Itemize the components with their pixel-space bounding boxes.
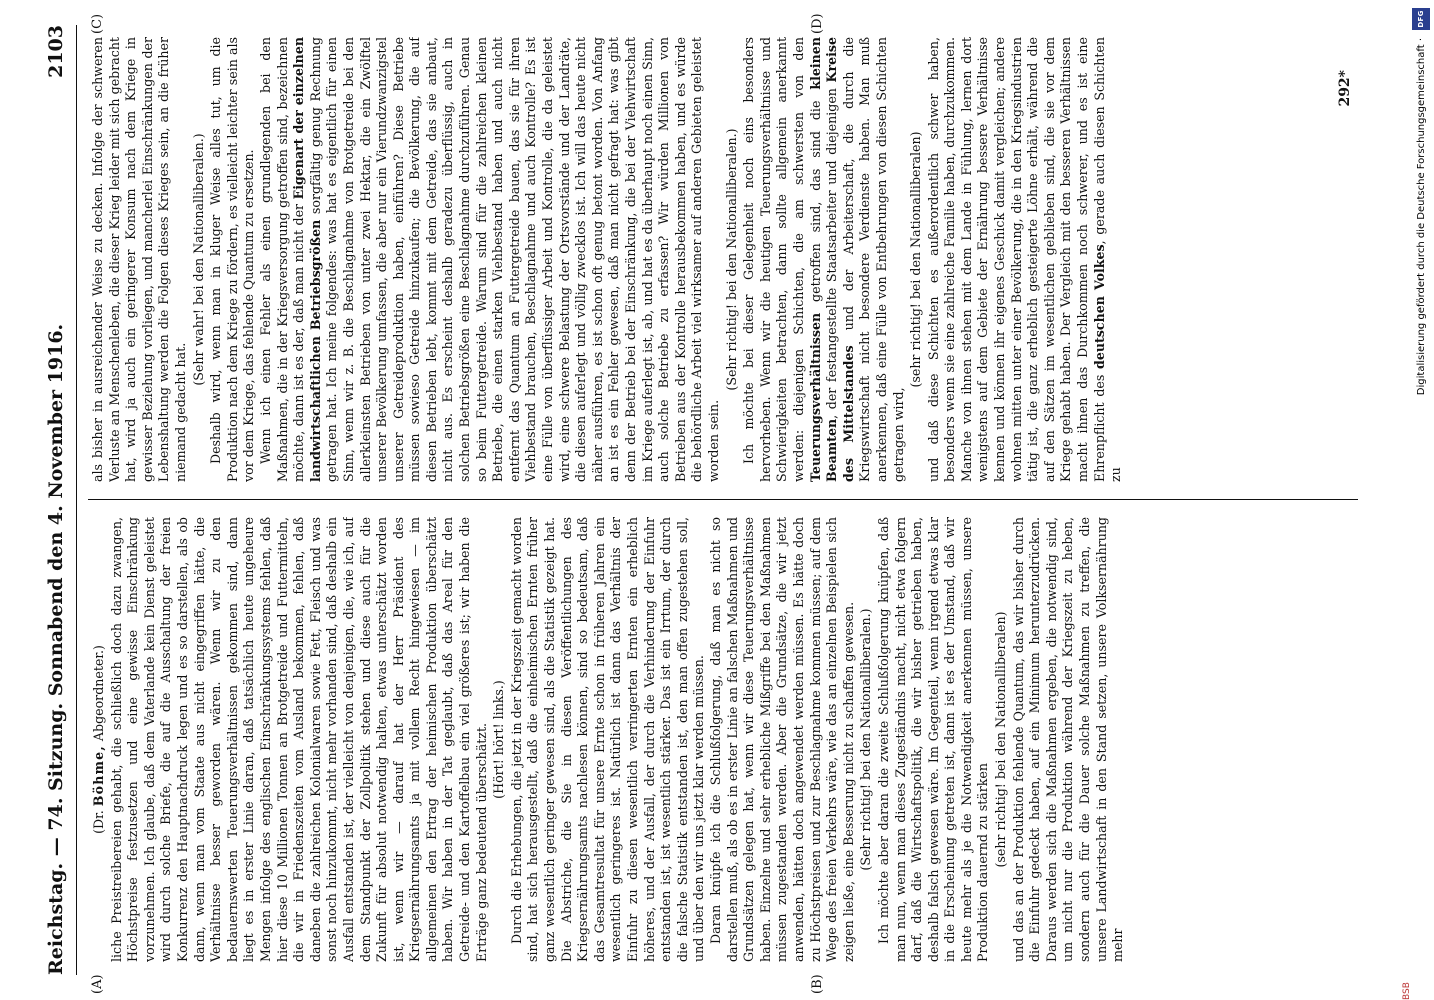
text-run: Ich möchte bei dieser Gelegenheit noch eins besonders hervorheben. Wenn wir die heutigen Teuerungsverhältnisse und Schwierigkeiten betrachten, dann sollte allgemein anerkannt werden: diejenigen Schichten, die am schwersten von den (741, 37, 806, 482)
paragraph: Daran knüpfe ich die Schlußfolgerung, daß man es nicht so darstellen muß, als ob es in erster Linie an falschen Maßnahmen und Grundsätzen gelegen hat, wenn wir diese Teuerungsverhältnisse haben. Einzelne und sehr erhebliche Mißgriffe bei den Maßnahmen müssen zugestanden werden. Aber die Grundsätze, die wir jetzt anwenden, hätten doch angewendet werden müssen. Es hätte doch zu Höchstpreisen und zur Beschlagnahme kommen müssen; auf dem Wege des freien Verkehrs wäre, wie das an einzelnen Beispielen sich zeigen ließe, eine Besserung nicht zu schaffen gewesen. (707, 517, 856, 962)
paragraph (926, 37, 1125, 482)
margin-marker-d: (D) (810, 13, 825, 34)
paragraph: Ich möchte aber daran die zweite Schlußfolgerung knüpfen, daß man nun, wenn man dieses Zugeständnis macht, nicht etwa folgern darf, daß die Wirtschaftspolitik, die wir bisher getrieben haben, deshalb falsch gewesen wäre. Im Gegenteil, wenn irgend etwas klar in die Erscheinung getreten ist, dann ist es der Umstand, daß wir heute mehr als je die Notwendigkeit anerkennen müssen, unsere Produktion dauernd zu stärken (875, 517, 991, 962)
emphasis: deutschen Volkes (1091, 244, 1107, 369)
paragraph: liche Preistreibereien gehabt, die schließlich doch dazu zwangen, Höchstpreise festzusetzen und eine gewisse Einschränkung vorzunehmen. Ich glaube, daß dem Vaterlande kein Dienst geleistet wird durch solche Briefe, die auf die Ausschaltung der freien Konkurrenz den Hauptnachdruck legen und es so darstellen, als ob dann, wenn man vom Staate aus nicht eingegriffen hätte, die Verhältnisse besser geworden wären. Wenn wir zu den bedauernswerten Teuerungsverhältnissen gekommen sind, dann liegt es in erster Linie daran, daß tatsächlich heute ungeheure Mengen infolge des englischen Einschränkungssystems fehlen, daß hier diese 10 Millionen Tonnen an Brotgetreide und Futtermitteln, die wir in Friedenszeiten vom Ausland bekommen, fehlen, daß daneben die zahlreichen Kolonialwaren sowie Fett, Fleisch und was sonst noch hinzukommt, nicht mehr vorhanden sind, daß deshalb ein Ausfall entstanden ist, der vielleicht von denjenigen, die, wie ich, auf dem Standpunkt der Zollpolitik stehen und diese auch für die Zukunft für absolut notwendig halten, etwas unterschätzt worden ist, wenn wir — darauf hat der Herr Präsident des Kriegsernährungsamts ja mit vollem Recht hingewiesen — im allgemeinen den Ertrag der heimischen Produktion überschätzt haben. Wir haben in der Tat geglaubt, daß das Areal für den Getreide- und den Kartoffelbau ein viel größeres ist; wir haben die Erträge ganz bedeutend überschätzt. (108, 517, 489, 962)
header-title: Reichstag. — 74. Sitzung. Sonnabend den 4. November 1916. (45, 323, 67, 975)
library-stamp: BSB (1402, 982, 1412, 1000)
text-run: , gerade auch diesen Schichten zu (1091, 37, 1124, 482)
left-column (90, 517, 1352, 962)
emphasis: Kreise des Mittelstandes (824, 37, 856, 482)
interjection: (Hört! hört! links.) (491, 680, 507, 799)
text-run: Wenn ich einen Fehler als einen grundlegenden bei den Maßnahmen, die in der Kriegsversorgung getroffen sind, bezeichnen möchte, dann ist es der, daß man nicht der (257, 37, 307, 482)
header-rule (76, 25, 77, 975)
page-header (38, 25, 74, 975)
emphasis: kleinen Beamten (807, 37, 840, 482)
newspaper-sheet (30, 0, 1385, 1000)
paragraph: und das an der Produktion fehlende Quantum, das wir bisher durch die Einfuhr gedeckt haben, auf ein Minimum herunterzudrücken. Daraus werden sich die Maßnahmen ergeben, die notwendig sind, um nicht nur die Produktion während der Kriegszeit zu heben, sondern auch für die Dauer solche Maßnahmen zu treffen, die unsere Landwirtschaft in den Stand setzen, unsere Volksernährung mehr (1010, 517, 1126, 962)
interjection: (sehr richtig! bei den Nationalliberalen) (993, 611, 1009, 868)
page-number: 2103 (45, 25, 67, 78)
margin-marker-c: (C) (90, 13, 105, 34)
column-divider (88, 499, 1358, 500)
margin-marker-b: (B) (810, 974, 825, 994)
digitization-footer (1409, 0, 1433, 1000)
paragraph (741, 37, 907, 482)
text-run: und der Arbeiterschaft, die durch die Kriegswirtschaft nicht besondere Verdienste haben. Man muß anerkennen, daß eine Fülle von Entbehrungen von diesen Schichten getragen wird, (840, 37, 906, 482)
margin-marker-a: (A) (90, 974, 105, 994)
paragraph: als bisher in ausreichender Weise zu decken. Infolge der schweren Verluste an Menschenleben, die dieser Krieg leider mit sich gebracht hat, wird ja auch ein geringerer Konsum nach dem Kriege in gewisser Beziehung vorliegen, und mancherlei Einschränkungen der Lebenshaltung werden die Folgen dieses Krieges sein, an die früher niemand gedacht hat. (90, 37, 188, 482)
funding-credit: Digitalisierung gefördert durch die Deutsche Forschungsgemeinschaft · (1415, 38, 1427, 396)
paragraph: Deshalb wird, wenn man in kluger Weise alles tut, um die Produktion nach dem Kriege zu fördern, es vielleicht leichter sein als vor dem Kriege, das fehlende Quantum zu ersetzen. (208, 37, 257, 482)
paragraph: Durch die Erhebungen, die jetzt in der Kriegszeit gemacht worden sind, hat sich herausgestellt, daß die einheimischen Ernten früher ganz wesentlich geringer gewesen sind, als die Statistik gezeigt hat. Die Abstriche, die Sie in diesen Veröffentlichungen des Kriegsernährungsamts nachlesen können, sind so bedeutsam, daß das Gesamtresultat für unsere Ernte schon in früheren Jahren ein wesentlich geringeres ist. Natürlich ist dann das Verhältnis der Einfuhr zu diesen wesentlich verringerten Ernten ein erheblich höheres, und der Ausfall, der durch die Verhinderung der Einfuhr entstanden ist, ist wesentlich stärker. Das ist ein Irrtum, der durch die falsche Statistik entstanden ist, den man offen zugestehen soll, und über den wir uns jetzt klar werden müssen. (508, 517, 707, 962)
dfg-logo: DFG (1412, 8, 1430, 30)
speaker-name: Böhme, (91, 745, 106, 807)
interjection: (sehr richtig! bei den Nationalliberalen) (908, 131, 924, 388)
interjection: (Sehr richtig! bei den Nationalliberalen.) (858, 608, 874, 871)
emphasis: Eigenart der einzelnen landwirtschaftlichen Betriebsgrößen (291, 37, 323, 482)
signature-mark: 292* (1337, 70, 1353, 107)
emphasis: Teuerungsverhältnissen (807, 312, 823, 482)
paragraph (258, 37, 723, 482)
text-run: sorgfältig genug Rechnung getragen hat. Ich meine folgendes: was hat es eigentlich für einen Sinn, wenn wir z. B. die Beschlagnahme von Brotgetreide bei den allerkleinsten Betrieben von unter zwei Hektar, die ein Zwölftel unserer Bevölkerung umfassen, die aber nur ein Vierundzwanzigstel unserer Getreideproduktion haben, einführen? Diese Betriebe müssen sowieso Getreide hinzukaufen; die Bevölkerung, die auf diesen Betrieben lebt, kommt mit dem Getreide, das sie anbaut, nicht aus. Es erscheint deshalb geradezu überflüssig, auch in solchen Betriebsgrößen eine Beschlagnahme durchzuführen. Genau so beim Futtergetreide. Warum sind für die zahlreichen kleinen Betriebe, die einen starken Viehbestand haben und auch nicht entfernt das Quantum an Futtergetreide bauen, das sie für ihren Viehbestand brauchen, Beschlagnahme und auch Kontrolle? Es ist eine Fülle von überflüssiger Arbeit und Kontrolle, die da geleistet wird, eine schwere Belastung der Ortsvorstände und der Landräte, die diesen auferlegt und völlig zwecklos ist. Ich will das heute nicht näher ausführen, es ist schon oft genug betont worden. Von Anfang an ist es ein Fehler gewesen, daß man nicht gefragt hat: was gibt denn der Betrieb bei der Einschränkung, die bei der Viehwirtschaft im Kriege auferlegt ist, ab, und hat es da überhaupt noch einen Sinn, auch solche Betriebe zu erfassen? Wir würden Millionen von Betrieben aus der Kontrolle herausbekommen haben, und es würde die behördliche Arbeit viel wirksamer auf anderen Gebieten geleistet worden sein. (307, 37, 721, 482)
interjection: (Sehr richtig! bei den Nationalliberalen.) (723, 128, 739, 391)
interjection: (Sehr wahr! bei den Nationalliberalen.) (190, 133, 206, 386)
text-run: und daß diese Schichten es außerordentlich schwer haben, besonders wenn sie eine zahlreiche Familie haben, durchzukommen. Manche von ihnen stehen mit dem Lande in Fühlung, lernen dort wenigstens auf dem Gebiete der Ernährung bessere Verhältnisse kennen und können ihr eigenes Geschick damit vergleichen; andere wohnen mitten unter einer Bevölkerung, die in den Kriegsindustrien tätig ist, die ganz erheblich gesteigerte Löhne erhält, während die auf den Sätzen im wesentlichen geblieben sind, die sie vor dem Kriege gehabt haben. Der Vergleich mit den besseren Verhältnissen macht ihnen das Durchkommen noch schwerer, und es ist eine Ehrenpflicht des (925, 37, 1107, 482)
speaker-role: Abgeordneter.) (91, 645, 106, 742)
right-column (90, 37, 1352, 482)
speaker-line (91, 517, 108, 962)
text-run: getroffen sind, das sind die (807, 100, 823, 302)
text-run: , der festangestellte Staatsarbeiter und diejenigen (824, 88, 840, 419)
speaker-prefix: (Dr. (91, 810, 106, 834)
